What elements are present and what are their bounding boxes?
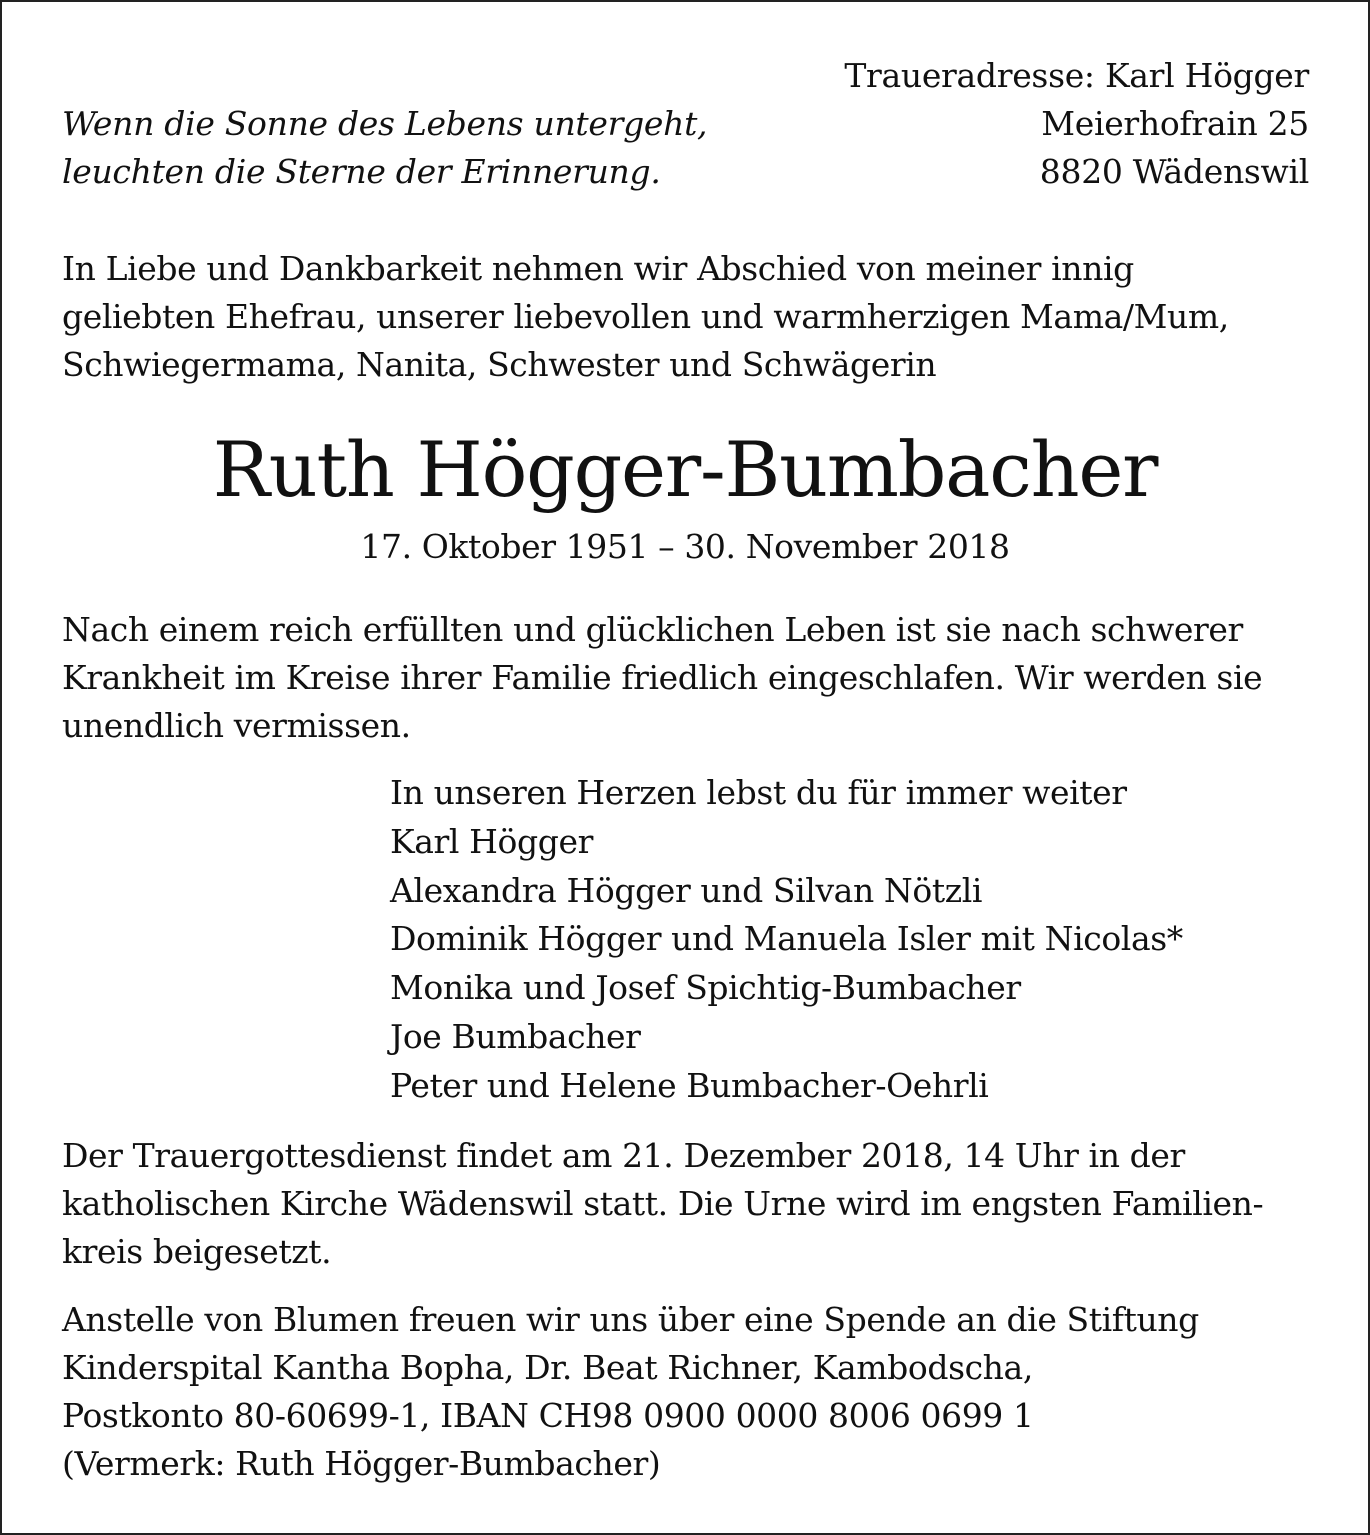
deceased-name: Ruth Högger-Bumbacher	[212, 425, 1158, 514]
service-line: kreis beigesetzt.	[62, 1232, 332, 1271]
donation-line: Postkonto 80-60699-1, IBAN CH98 0900 0000 8006 0699 1	[62, 1396, 1034, 1435]
address-line: Meierhofrain 25	[1041, 104, 1309, 143]
memorial-motto	[62, 100, 707, 196]
family-member: Joe Bumbacher	[390, 1016, 641, 1056]
address-line: 8820 Wädenswil	[1039, 152, 1309, 191]
intro-line: In Liebe und Dankbarkeit nehmen wir Abschied von meiner innig	[62, 249, 1134, 288]
service-line: Der Trauergottesdienst findet am 21. Dezember 2018, 14 Uhr in der	[62, 1136, 1185, 1175]
mourners-list	[390, 769, 1183, 1111]
donation-paragraph	[62, 1296, 1199, 1488]
donation-line: Kinderspital Kantha Bopha, Dr. Beat Richner, Kambodscha,	[62, 1348, 1033, 1387]
family-dedication: In unseren Herzen lebst du für immer weiter	[390, 773, 1127, 812]
donation-line: (Vermerk: Ruth Högger-Bumbacher)	[62, 1444, 661, 1483]
funeral-service-paragraph	[62, 1132, 1263, 1276]
mourning-address	[844, 52, 1309, 196]
family-member: Monika und Josef Spichtig-Bumbacher	[390, 968, 1021, 1008]
passage-line: Nach einem reich erfüllten und glücklichen Leben ist sie nach schwerer	[62, 610, 1243, 649]
family-member: Alexandra Högger und Silvan Nötzli	[390, 870, 983, 910]
motto-line: leuchten die Sterne der Erinnerung.	[62, 152, 661, 191]
service-line: katholischen Kirche Wädenswil statt. Die Urne wird im engsten Familien-	[62, 1184, 1264, 1223]
intro-line: geliebten Ehefrau, unserer liebevollen und warmherzigen Mama/Mum,	[62, 297, 1229, 336]
family-member: Dominik Högger und Manuela Isler mit Nicolas*	[390, 919, 1183, 959]
family-member: Peter und Helene Bumbacher-Oehrli	[390, 1065, 989, 1105]
intro-paragraph	[62, 245, 1229, 389]
life-dates: 17. Oktober 1951 – 30. November 2018	[360, 527, 1010, 566]
passage-line: Krankheit im Kreise ihrer Familie friedlich eingeschlafen. Wir werden sie	[62, 658, 1263, 697]
passage-line: unendlich vermissen.	[62, 706, 411, 745]
family-member: Karl Högger	[390, 821, 593, 861]
motto-line: Wenn die Sonne des Lebens untergeht,	[62, 104, 708, 143]
donation-line: Anstelle von Blumen freuen wir uns über eine Spende an die Stiftung	[62, 1300, 1199, 1339]
intro-line: Schwiegermama, Nanita, Schwester und Schwägerin	[62, 345, 937, 384]
address-line: Traueradresse: Karl Högger	[844, 56, 1309, 95]
passing-paragraph	[62, 606, 1262, 750]
